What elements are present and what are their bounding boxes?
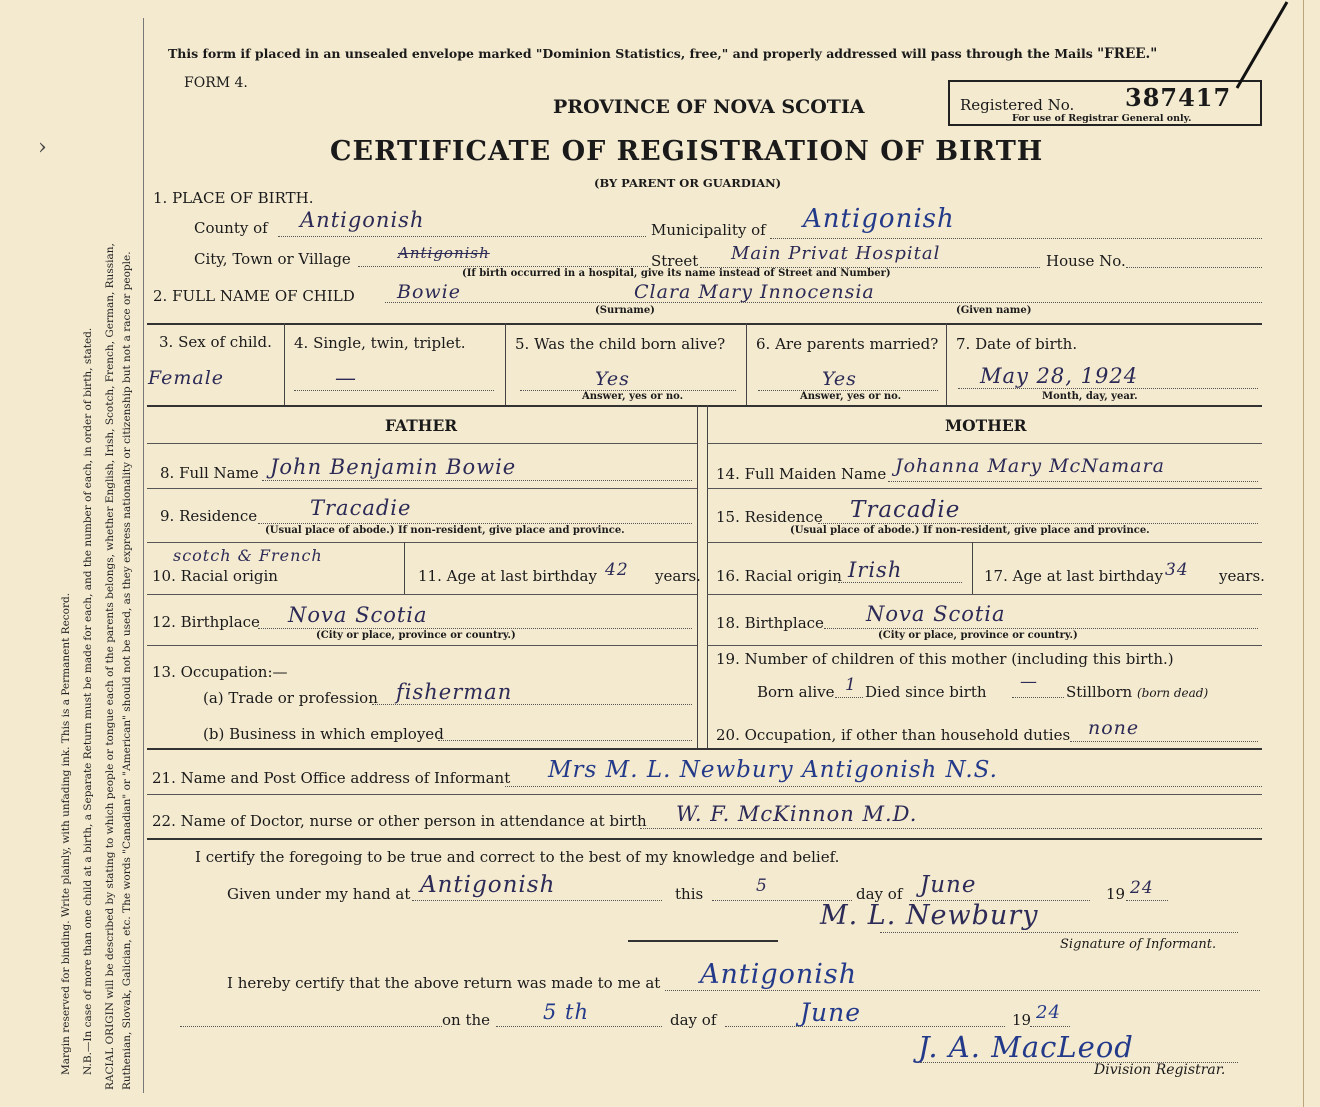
mother-occupation-label: 20. Occupation, if other than household duties — [716, 726, 1071, 744]
father-residence-caption: (Usual place of abode.) If non-resident, give place and province. — [265, 525, 625, 536]
married-value: Yes — [822, 368, 857, 390]
doctor-label: 22. Name of Doctor, nurse or other person in attendance at birth — [152, 812, 647, 830]
father-birthplace-caption: (City or place, province or country.) — [316, 630, 516, 641]
died-value: — — [1020, 672, 1038, 692]
municipality-label: Municipality of — [651, 221, 766, 239]
mother-residence-label: 15. Residence — [716, 508, 823, 526]
month-value: June — [920, 872, 977, 898]
trade-label: (a) Trade or profession — [203, 689, 378, 707]
date-caption: Month, day, year. — [1042, 391, 1138, 402]
mother-age-value: 34 — [1165, 560, 1189, 580]
registrar-statement: I hereby certify that the above return was made to me at — [227, 974, 661, 992]
died-label: Died since birth — [865, 683, 987, 701]
sex-label: 3. Sex of child. — [159, 333, 272, 351]
form-number: FORM 4. — [184, 75, 248, 91]
given-label: Given under my hand at — [227, 885, 411, 903]
mother-birthplace-caption: (City or place, province or country.) — [878, 630, 1078, 641]
business-label: (b) Business in which employed — [203, 725, 444, 743]
father-racial-value: scotch & French — [173, 546, 323, 565]
certify-statement: I certify the foregoing to be true and correct to the best of my knowledge and belief. — [195, 848, 840, 866]
father-name-label: 8. Full Name — [160, 464, 259, 482]
registered-number-box — [948, 80, 1262, 126]
trade-value: fisherman — [396, 680, 513, 704]
father-age-label: 11. Age at last birthday — [418, 567, 597, 585]
given-place-value: Antigonish — [420, 872, 556, 898]
surname-caption: (Surname) — [595, 305, 655, 316]
mother-birthplace-value: Nova Scotia — [866, 602, 1006, 626]
registrar-signature: J. A. MacLeod — [918, 1030, 1134, 1064]
margin-note-2: N.B.—In case of more than one child at a birth, a Separate Return must be made for each, and the number of each, in order of birth, stated. — [82, 327, 94, 1075]
alive-label: 5. Was the child born alive? — [515, 335, 726, 353]
mother-age-unit: years. — [1219, 567, 1265, 585]
child-surname-value: Bowie — [397, 281, 461, 303]
alive-caption: Answer, yes or no. — [582, 391, 684, 402]
margin-note-4: Ruthenian, Slovak, Galician, etc. The words "Canadian" or "American" should not be used, as they express nationality or citizenship but not a race or people. — [121, 251, 133, 1090]
city-label: City, Town or Village — [194, 250, 351, 268]
street-value: Main Privat Hospital — [731, 243, 941, 264]
mother-name-value: Johanna Mary McNamara — [895, 455, 1165, 477]
street-label: Street — [651, 252, 699, 270]
on-label: on the — [442, 1011, 491, 1029]
page-edge — [1303, 0, 1304, 1107]
father-name-value: John Benjamin Bowie — [270, 455, 517, 479]
registered-label: Registered No. — [960, 96, 1075, 114]
born-alive-label: Born alive — [757, 683, 835, 701]
given-caption: (Given name) — [956, 305, 1032, 316]
year-value: 24 — [1130, 878, 1154, 898]
informant-label: 21. Name and Post Office address of Informant — [152, 769, 511, 787]
father-age-unit: years. — [655, 567, 701, 585]
day-label: day of — [856, 885, 903, 903]
day-value: 5 — [756, 876, 768, 896]
pen-stroke-mark — [1225, 0, 1295, 100]
binding-margin-line — [143, 18, 144, 1093]
municipality-value: Antigonish — [803, 204, 955, 234]
stillborn-label: Stillborn (born dead) — [1066, 683, 1209, 701]
mother-heading: MOTHER — [945, 416, 1027, 435]
city-value: Antigonish — [398, 244, 490, 262]
occupation-label: 13. Occupation:— — [152, 663, 288, 681]
house-label: House No. — [1046, 252, 1126, 270]
place-heading: 1. PLACE OF BIRTH. — [153, 189, 314, 207]
father-birthplace-value: Nova Scotia — [288, 603, 428, 627]
father-birthplace-label: 12. Birthplace — [152, 613, 260, 631]
margin-mark: › — [38, 135, 47, 160]
mother-name-label: 14. Full Maiden Name — [716, 465, 887, 483]
page-title: CERTIFICATE OF REGISTRATION OF BIRTH — [330, 136, 1044, 167]
date-value: May 28, 1924 — [980, 364, 1139, 388]
doctor-value: W. F. McKinnon M.D. — [676, 802, 918, 826]
registered-value: 387417 — [1125, 83, 1232, 112]
single-label: 4. Single, twin, triplet. — [294, 334, 466, 352]
mail-notice: This form if placed in an unsealed envelope marked "Dominion Statistics, free," and properly addressed will pass through the Mails "FREE." — [168, 46, 1158, 62]
registrar-place-value: Antigonish — [700, 959, 858, 990]
married-label: 6. Are parents married? — [756, 335, 939, 353]
mother-racial-value: Irish — [848, 558, 903, 582]
reg-month-value: June — [800, 998, 862, 1027]
mother-occupation-value: none — [1088, 717, 1140, 739]
margin-note-1: Margin reserved for binding. Write plainly, with unfading ink. This is a Permanent Record. — [60, 592, 72, 1075]
date-label: 7. Date of birth. — [956, 335, 1078, 353]
registrar-caption: Division Registrar. — [1094, 1062, 1226, 1078]
father-heading: FATHER — [385, 416, 458, 435]
county-value: Antigonish — [300, 208, 425, 232]
margin-note-3: RACIAL ORIGIN will be described by stating to which people or tongue each of the parents belongs, whether English, Irish, Scotch, French, German, Russian, — [104, 243, 116, 1090]
hospital-note: (If birth occurred in a hospital, give its name instead of Street and Number) — [462, 268, 891, 279]
reg-day-value: 5 th — [543, 1000, 589, 1024]
reg-year-prefix: 19 — [1012, 1011, 1032, 1029]
year-prefix: 19 — [1106, 885, 1126, 903]
registrar-note: For use of Registrar General only. — [1012, 113, 1192, 124]
province-heading: PROVINCE OF NOVA SCOTIA — [553, 96, 865, 118]
born-alive-value: 1 — [845, 675, 857, 695]
married-caption: Answer, yes or no. — [800, 391, 902, 402]
child-given-value: Clara Mary Innocensia — [634, 281, 875, 303]
reg-year-value: 24 — [1036, 1002, 1061, 1023]
alive-value: Yes — [595, 368, 630, 390]
mother-racial-label: 16. Racial origin — [716, 567, 842, 585]
sex-value: Female — [148, 367, 225, 389]
father-racial-label: 10. Racial origin — [152, 567, 278, 585]
children-label: 19. Number of children of this mother (including this birth.) — [716, 650, 1174, 668]
mother-residence-value: Tracadie — [850, 497, 961, 523]
father-age-value: 42 — [605, 560, 629, 580]
single-value: — — [335, 366, 357, 390]
reg-day-label: day of — [670, 1011, 717, 1029]
page-subtitle: (BY PARENT OR GUARDIAN) — [594, 176, 782, 190]
county-label: County of — [194, 219, 268, 237]
this-label: this — [675, 885, 704, 903]
informant-caption: Signature of Informant. — [1060, 937, 1217, 952]
father-residence-value: Tracadie — [310, 496, 412, 520]
child-name-label: 2. FULL NAME OF CHILD — [153, 287, 355, 305]
informant-value: Mrs M. L. Newbury Antigonish N.S. — [548, 757, 998, 783]
mother-age-label: 17. Age at last birthday — [984, 567, 1163, 585]
father-residence-label: 9. Residence — [160, 507, 258, 525]
informant-signature: M. L. Newbury — [820, 900, 1039, 931]
mother-residence-caption: (Usual place of abode.) If non-resident, give place and province. — [790, 525, 1150, 536]
mother-birthplace-label: 18. Birthplace — [716, 614, 824, 632]
